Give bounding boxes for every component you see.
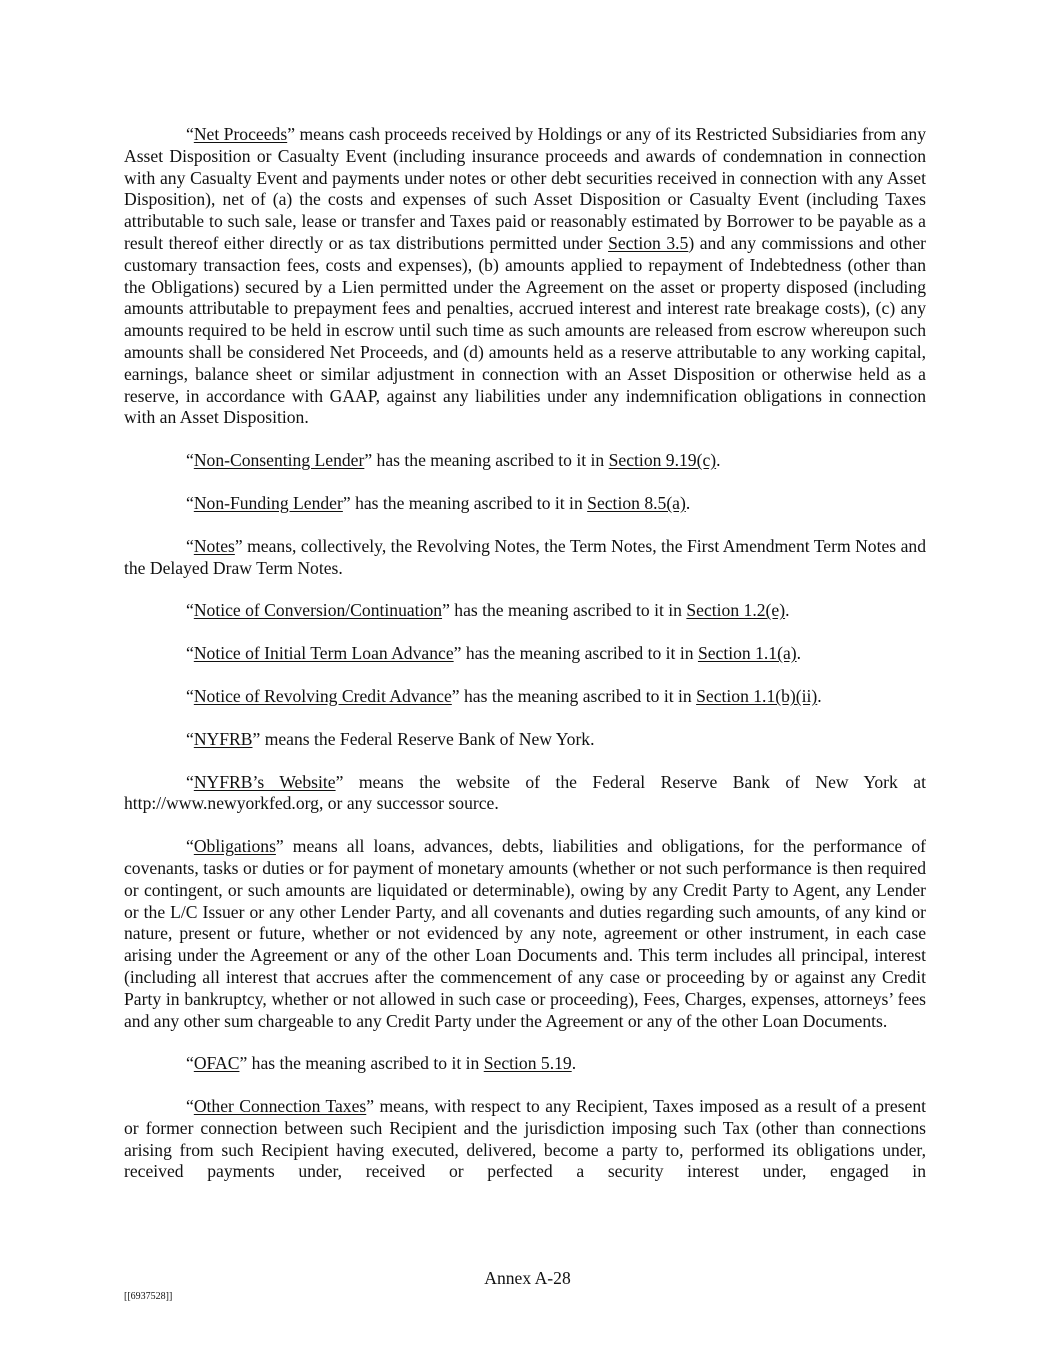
paragraph-text: “ xyxy=(186,600,194,621)
section-reference: Section 9.19(c) xyxy=(608,450,717,471)
paragraph-text: . xyxy=(685,492,691,513)
section-reference: Section 1.1(a) xyxy=(697,643,797,664)
paragraph-text: ” means, with respect to any Recipient, Taxes imposed as a result of a present or former connection between such Recipient and the jurisdiction imposing such Tax (other than connections arising from such Recipient having executed, delivered, become a party to, performed its obligations under, received payments under, received or perfected a security interest under, engaged in xyxy=(124,1096,926,1182)
page-number: Annex A-28 xyxy=(484,1268,571,1288)
paragraph-text: ” means cash proceeds received by Holdings or any of its Restricted Subsidiaries from any Asset Disposition or Casualty Event (including insurance proceeds and awards of condemnation in connection with any Casualty Event and payments under notes or other debt securities received in connection with any Asset Disposition), net of (a) the costs and expenses of such Asset Disposition or Casualty Event (including Taxes attributable to such sale, lease or transfer and Taxes paid or reasonably estimated by Borrower to be payable as a result thereof either directly or as tax distributions permitted under xyxy=(124,124,926,253)
paragraph-text: . xyxy=(817,685,822,706)
defined-term: Notice of Conversion/Continuation xyxy=(193,600,443,621)
paragraph-text: “ xyxy=(186,1053,194,1074)
definition-obligations xyxy=(124,836,926,1032)
paragraph-text: ” has the meaning ascribed to it in xyxy=(239,1053,484,1074)
paragraph-text: . xyxy=(785,600,790,621)
paragraph-text: “ xyxy=(186,492,194,513)
paragraph-text: ” means the Federal Reserve Bank of New York. xyxy=(252,728,595,749)
paragraph-text: “ xyxy=(186,836,194,857)
paragraph-text: ” means all loans, advances, debts, liabilities and obligations, for the performance of covenants, tasks or duties or for payment of monetary amounts (whether or not such performance is then required or contingent, or such amounts are liquidated or determinable), owing by any Credit Party to Agent, any Lender or the L/C Issuer or any other Lender Party, and all covenants and duties regarding such amounts, of any kind or nature, present or future, whether or not evidenced by any note, agreement or other instrument, in each case arising under the Agreement or any of the other Loan Documents and. This term includes all principal, interest (including all interest that accrues after the commencement of any case or proceeding by or against any Credit Party in bankruptcy, whether or not allowed in such case or proceeding), Fees, Charges, expenses, attorneys’ fees and any other sum chargeable to any Credit Party under the Agreement or any of the other Loan Documents. xyxy=(124,836,926,1031)
definition-notes xyxy=(124,536,926,580)
section-reference: Section 5.19 xyxy=(483,1053,572,1074)
definition-notice-of-conversion xyxy=(124,600,926,622)
paragraph-text: “ xyxy=(186,685,194,706)
paragraph-text: ” has the meaning ascribed to it in xyxy=(342,492,588,513)
defined-term: Net Proceeds xyxy=(193,124,288,144)
paragraph-text: “ xyxy=(186,1096,194,1117)
definition-nyfrb xyxy=(124,729,926,751)
paragraph-text: “ xyxy=(186,450,194,471)
defined-term: Non-Consenting Lender xyxy=(193,450,365,471)
defined-term: Notice of Revolving Credit Advance xyxy=(193,685,452,706)
paragraph-text: ” has the meaning ascribed to it in xyxy=(442,600,687,621)
paragraph-text: . xyxy=(716,450,721,471)
definition-ofac xyxy=(124,1053,926,1075)
defined-term: OFAC xyxy=(193,1053,240,1074)
paragraph-text: “ xyxy=(186,124,194,144)
definition-notice-of-initial-term-loan xyxy=(124,643,926,665)
paragraph-text: “ xyxy=(186,535,194,556)
section-reference: Section 8.5(a) xyxy=(587,492,686,513)
definition-notice-of-revolving-credit xyxy=(124,686,926,708)
defined-term: Notice of Initial Term Loan Advance xyxy=(193,643,454,664)
paragraph-text: . xyxy=(571,1053,577,1074)
document-id: [[6937528]] xyxy=(124,1291,173,1302)
paragraph-text: “ xyxy=(186,728,194,749)
definition-non-funding-lender xyxy=(124,493,926,515)
definition-other-connection-taxes xyxy=(124,1096,926,1183)
defined-term: Other Connection Taxes xyxy=(193,1096,367,1117)
defined-term: Obligations xyxy=(193,836,276,857)
defined-term: Non-Funding Lender xyxy=(193,492,343,513)
definition-non-consenting-lender xyxy=(124,450,926,472)
defined-term: NYFRB xyxy=(193,728,253,749)
section-reference: Section 3.5 xyxy=(608,232,689,253)
section-reference: Section 1.2(e) xyxy=(686,600,786,621)
section-reference: Section 1.1(b)(ii) xyxy=(696,685,818,706)
document-body xyxy=(124,124,926,1204)
paragraph-text: ” means, collectively, the Revolving Notes, the Term Notes, the First Amendment Term Notes and the Delayed Draw Term Notes. xyxy=(124,535,926,578)
defined-term: NYFRB’s Website xyxy=(193,771,336,792)
paragraph-text: ” means the website of the Federal Reserve Bank of New York at http://www.newyorkfed.org, or any successor source. xyxy=(124,771,926,814)
paragraph-text: “ xyxy=(186,643,194,664)
paragraph-text: “ xyxy=(186,771,194,792)
definition-nyfrb-website xyxy=(124,772,926,816)
defined-term: Notes xyxy=(193,535,235,556)
paragraph-text: ) and any commissions and other customary transaction fees, costs and expenses), (b) amounts applied to repayment of Indebtedness (other than the Obligations) secured by a Lien permitted under the Agreement on the asset or property disposed (including amounts attributable to prepayment fees and penalties, accrued interest and interest rate breakage costs), (c) any amounts required to be held in escrow until such time as such amounts are released from escrow whereupon such amounts shall be considered Net Proceeds, and (d) amounts held as a reserve attributable to any working capital, earnings, balance sheet or similar adjustment in connection with an Asset Disposition or otherwise held as a reserve, in accordance with GAAP, against any liabilities under any indemnification obligations in connection with an Asset Disposition. xyxy=(124,232,926,428)
paragraph-text: . xyxy=(796,643,802,664)
paragraph-text: ” has the meaning ascribed to it in xyxy=(451,685,697,706)
paragraph-text: ” has the meaning ascribed to it in xyxy=(364,450,609,471)
paragraph-text: ” has the meaning ascribed to it in xyxy=(453,643,698,664)
definition-net-proceeds xyxy=(124,124,926,429)
